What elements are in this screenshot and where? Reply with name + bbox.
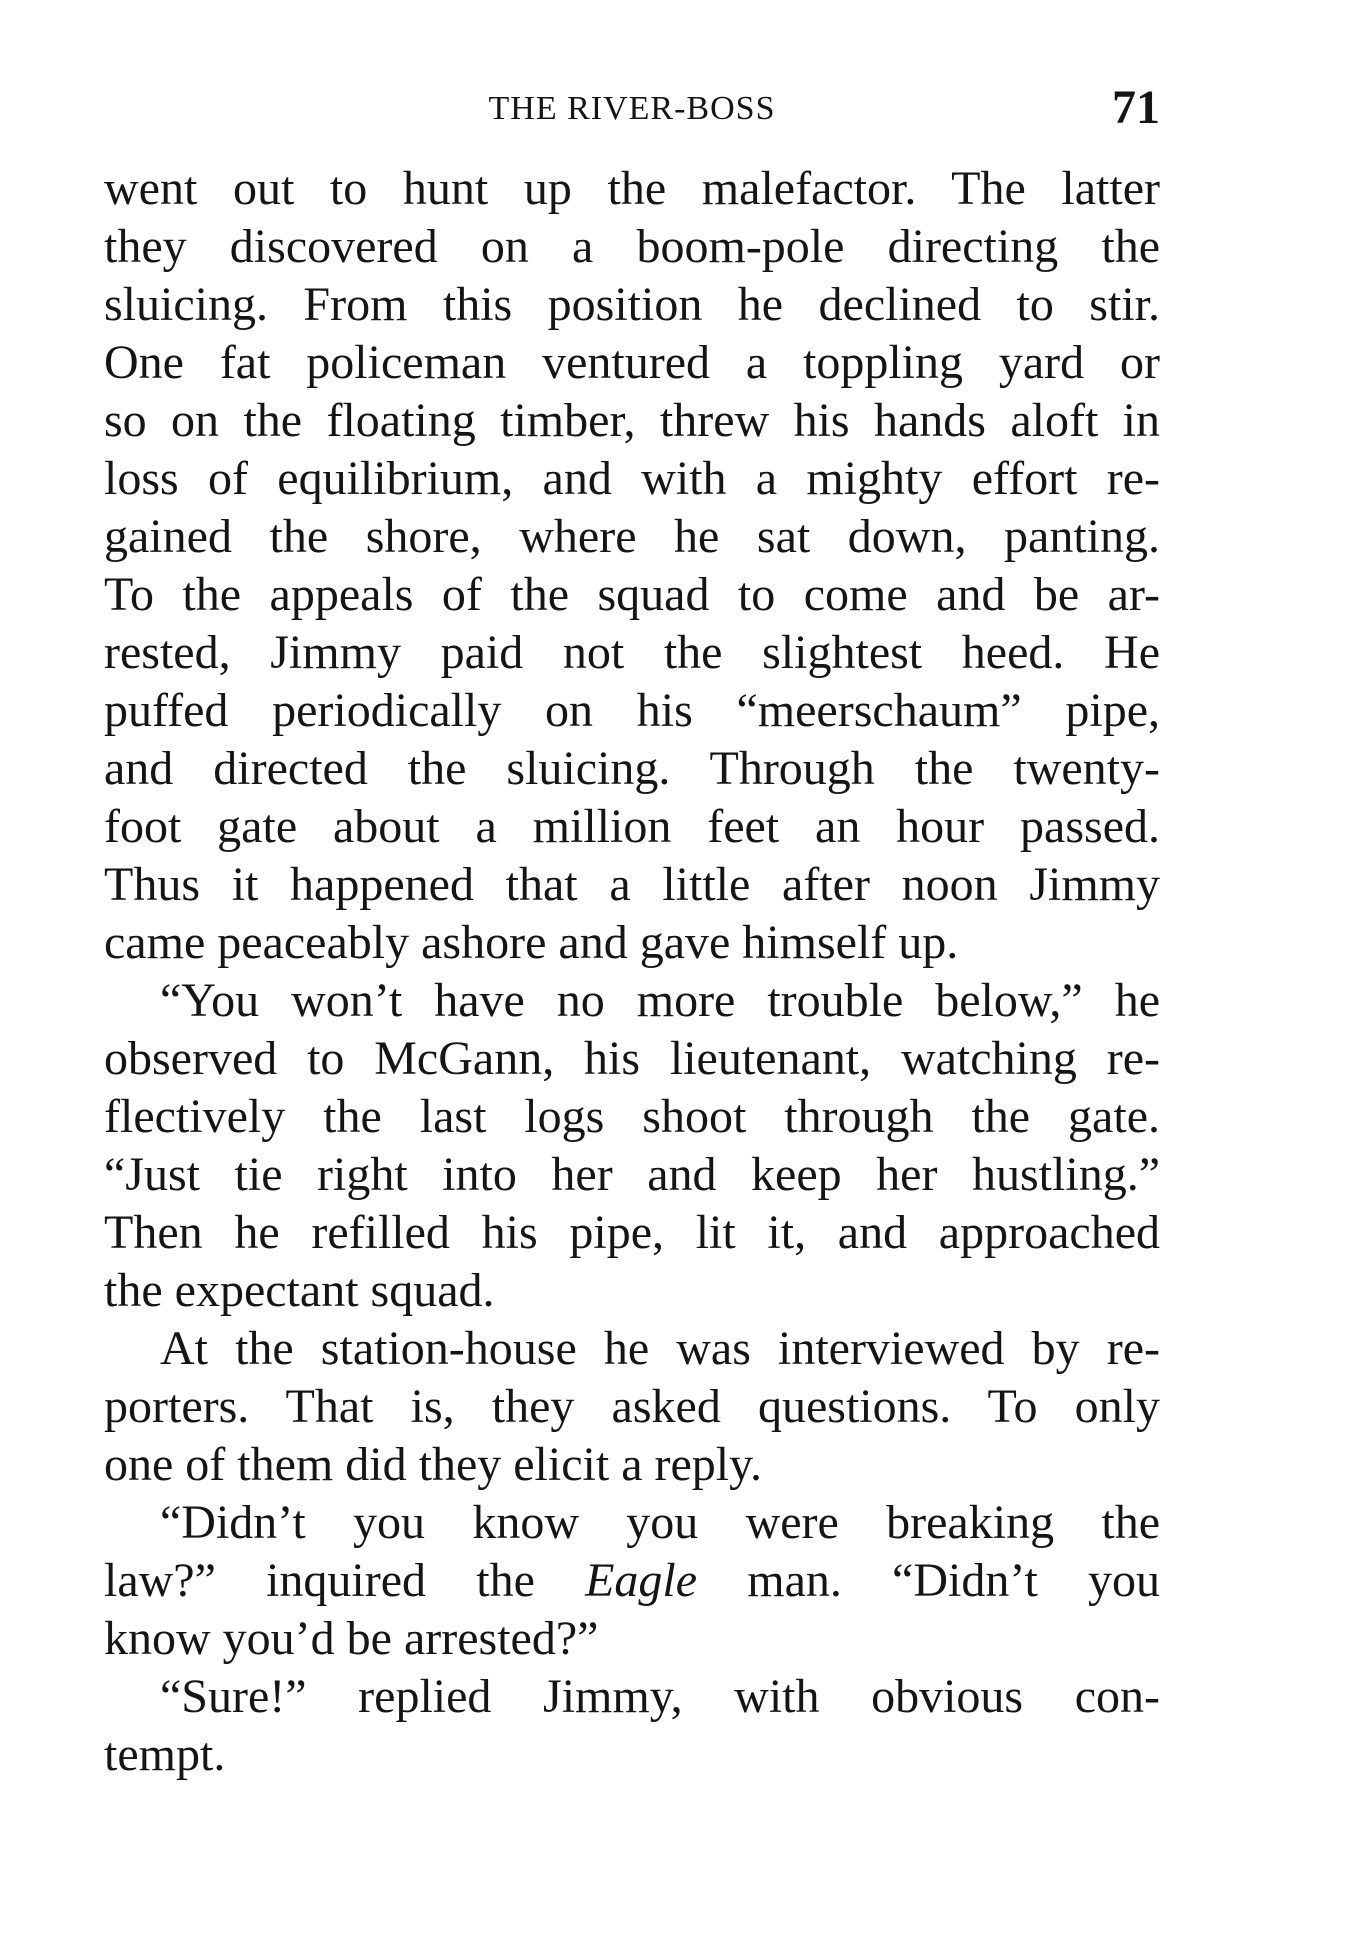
- text-line: “You won’t have no more trouble below,” he: [160, 974, 1160, 1027]
- text-line: observed to McGann, his lieutenant, watching re-: [104, 1032, 1160, 1085]
- text-line: “Just tie right into her and keep her hustling.”: [104, 1148, 1160, 1201]
- paragraph-2: [104, 972, 1160, 1320]
- text-line: At the station-house he was interviewed by re-: [160, 1322, 1160, 1375]
- text-line: one of them did they elicit a reply.: [104, 1438, 763, 1491]
- text-line: “Didn’t you know you were breaking the: [160, 1496, 1160, 1549]
- text-line: “Sure!” replied Jimmy, with obvious con-: [160, 1670, 1160, 1723]
- text-line: they discovered on a boom-pole directing the: [104, 220, 1160, 273]
- page-number: 71: [1112, 81, 1160, 134]
- text-line: One fat policeman ventured a toppling yard or: [104, 336, 1160, 389]
- text-line-with-italic: [104, 1552, 1160, 1610]
- paragraph-5: [104, 1668, 1160, 1784]
- text-line: gained the shore, where he sat down, panting.: [104, 510, 1160, 563]
- text-line: Thus it happened that a little after noon Jimmy: [104, 858, 1160, 911]
- italic-newspaper-name: Eagle: [585, 1554, 698, 1607]
- text-fragment: man. “Didn’t you: [697, 1554, 1160, 1607]
- text-line: and directed the sluicing. Through the twenty-: [104, 742, 1160, 795]
- paragraph-1: [104, 160, 1160, 972]
- text-line: porters. That is, they asked questions. To only: [104, 1380, 1160, 1433]
- paragraph-4: [104, 1494, 1160, 1668]
- text-line: so on the floating timber, threw his hands aloft in: [104, 394, 1160, 447]
- text-line: rested, Jimmy paid not the slightest heed. He: [104, 626, 1160, 679]
- text-fragment: law?” inquired the: [104, 1554, 586, 1607]
- text-line: puffed periodically on his “meerschaum” pipe,: [104, 684, 1160, 737]
- body-text: [104, 160, 1160, 1784]
- text-line: came peaceably ashore and gave himself up.: [104, 916, 959, 969]
- text-line: To the appeals of the squad to come and be ar-: [104, 568, 1160, 621]
- text-line: loss of equilibrium, and with a mighty effort re-: [104, 452, 1160, 505]
- paragraph-3: [104, 1320, 1160, 1494]
- text-line: Then he refilled his pipe, lit it, and approached: [104, 1206, 1160, 1259]
- text-line: know you’d be arrested?”: [104, 1612, 599, 1665]
- text-line: flectively the last logs shoot through the gate.: [104, 1090, 1160, 1143]
- text-line: went out to hunt up the malefactor. The latter: [104, 162, 1160, 215]
- text-line: the expectant squad.: [104, 1264, 495, 1317]
- running-head: [104, 80, 1160, 140]
- running-title: THE RIVER-BOSS: [488, 90, 776, 127]
- text-line: foot gate about a million feet an hour passed.: [104, 800, 1160, 853]
- text-line: sluicing. From this position he declined to stir.: [104, 278, 1160, 331]
- text-line: tempt.: [104, 1728, 226, 1781]
